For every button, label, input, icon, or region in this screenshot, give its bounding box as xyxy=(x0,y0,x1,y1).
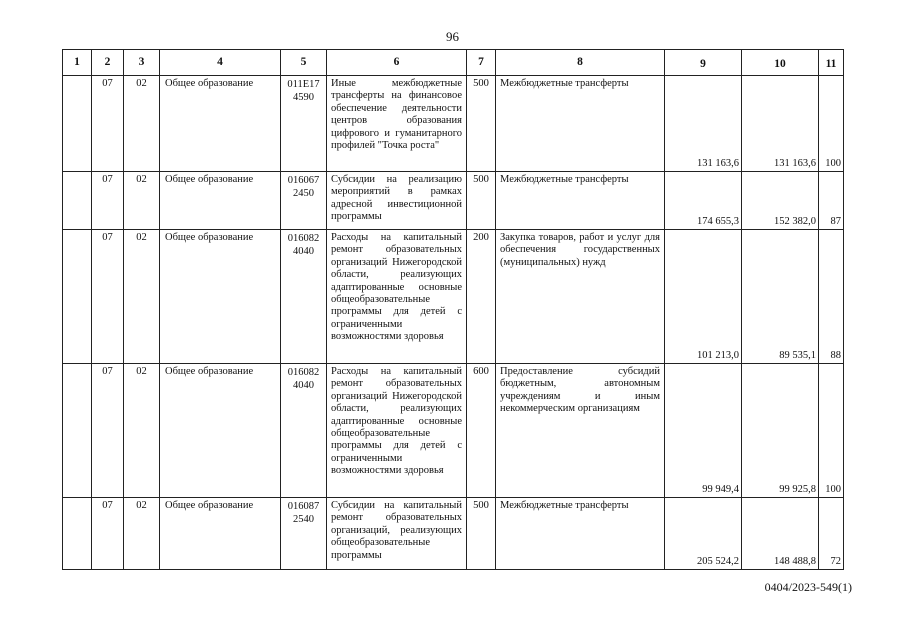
table-row xyxy=(63,364,844,498)
cell-subsection: 02 xyxy=(124,172,160,230)
cell-target-code: 016067 2450 xyxy=(281,172,327,230)
cell-c1 xyxy=(63,172,92,230)
header-cell: 1 xyxy=(63,50,92,76)
cell-planned: 205 524,2 xyxy=(665,498,742,570)
cell-c1 xyxy=(63,230,92,364)
header-cell: 11 xyxy=(819,50,844,76)
cell-subsection: 02 xyxy=(124,230,160,364)
cell-percent: 87 xyxy=(819,172,844,230)
cell-subsection-name: Общее образование xyxy=(160,498,281,570)
cell-target-code: 016082 4040 xyxy=(281,230,327,364)
cell-description: Расходы на капитальный ремонт образовательных организаций Нижегородской области, реализующих адаптированные основные общеобразовательные программы для детей с ограниченными возможностями здоровья xyxy=(327,364,467,498)
cell-expense-type-name: Межбюджетные трансферты xyxy=(496,172,665,230)
header-cell: 7 xyxy=(467,50,496,76)
cell-c1 xyxy=(63,76,92,172)
cell-executed: 148 488,8 xyxy=(742,498,819,570)
header-row xyxy=(63,50,844,76)
table-row xyxy=(63,76,844,172)
cell-executed: 131 163,6 xyxy=(742,76,819,172)
cell-subsection-name: Общее образование xyxy=(160,230,281,364)
table-row xyxy=(63,498,844,570)
header-cell: 10 xyxy=(742,50,819,76)
header-cell: 3 xyxy=(124,50,160,76)
header-cell: 5 xyxy=(281,50,327,76)
cell-target-code: 016087 2540 xyxy=(281,498,327,570)
cell-expense-type: 500 xyxy=(467,76,496,172)
cell-expense-type: 500 xyxy=(467,498,496,570)
header-cell: 8 xyxy=(496,50,665,76)
cell-executed: 99 925,8 xyxy=(742,364,819,498)
cell-subsection: 02 xyxy=(124,498,160,570)
cell-percent: 100 xyxy=(819,364,844,498)
cell-subsection-name: Общее образование xyxy=(160,76,281,172)
cell-target-code: 016082 4040 xyxy=(281,364,327,498)
header-cell: 4 xyxy=(160,50,281,76)
cell-c1 xyxy=(63,498,92,570)
cell-section: 07 xyxy=(92,364,124,498)
cell-expense-type: 500 xyxy=(467,172,496,230)
cell-section: 07 xyxy=(92,172,124,230)
cell-expense-type: 200 xyxy=(467,230,496,364)
header-cell: 6 xyxy=(327,50,467,76)
cell-percent: 100 xyxy=(819,76,844,172)
header-cell: 9 xyxy=(665,50,742,76)
page-number: 96 xyxy=(446,29,459,44)
table-row xyxy=(63,172,844,230)
cell-executed: 89 535,1 xyxy=(742,230,819,364)
cell-percent: 72 xyxy=(819,498,844,570)
cell-expense-type: 600 xyxy=(467,364,496,498)
cell-percent: 88 xyxy=(819,230,844,364)
cell-description: Субсидии на реализацию мероприятий в рамках адресной инвестиционной программы xyxy=(327,172,467,230)
cell-expense-type-name: Межбюджетные трансферты xyxy=(496,76,665,172)
header-cell: 2 xyxy=(92,50,124,76)
cell-description: Расходы на капитальный ремонт образовательных организаций Нижегородской области, реализующих адаптированные основные общеобразовательные программы для детей с ограниченными возможностями здоровья xyxy=(327,230,467,364)
cell-planned: 101 213,0 xyxy=(665,230,742,364)
cell-planned: 174 655,3 xyxy=(665,172,742,230)
cell-expense-type-name: Закупка товаров, работ и услуг для обеспечения государственных (муниципальных) нужд xyxy=(496,230,665,364)
cell-subsection-name: Общее образование xyxy=(160,172,281,230)
cell-section: 07 xyxy=(92,498,124,570)
cell-expense-type-name: Межбюджетные трансферты xyxy=(496,498,665,570)
cell-planned: 99 949,4 xyxy=(665,364,742,498)
cell-description: Субсидии на капитальный ремонт образовательных организаций, реализующих общеобразовательные программы xyxy=(327,498,467,570)
cell-executed: 152 382,0 xyxy=(742,172,819,230)
budget-table xyxy=(62,49,844,570)
cell-expense-type-name: Предоставление субсидий бюджетным, автономным учреждениям и иным некоммерческим организациям xyxy=(496,364,665,498)
cell-planned: 131 163,6 xyxy=(665,76,742,172)
document-code: 0404/2023-549(1) xyxy=(764,580,852,594)
table-row xyxy=(63,230,844,364)
cell-subsection: 02 xyxy=(124,364,160,498)
cell-section: 07 xyxy=(92,230,124,364)
cell-c1 xyxy=(63,364,92,498)
cell-subsection: 02 xyxy=(124,76,160,172)
cell-target-code: 011E17 4590 xyxy=(281,76,327,172)
cell-subsection-name: Общее образование xyxy=(160,364,281,498)
cell-description: Иные межбюджетные трансферты на финансовое обеспечение деятельности центров образования цифрового и гуманитарного профилей "Точка роста" xyxy=(327,76,467,172)
cell-section: 07 xyxy=(92,76,124,172)
